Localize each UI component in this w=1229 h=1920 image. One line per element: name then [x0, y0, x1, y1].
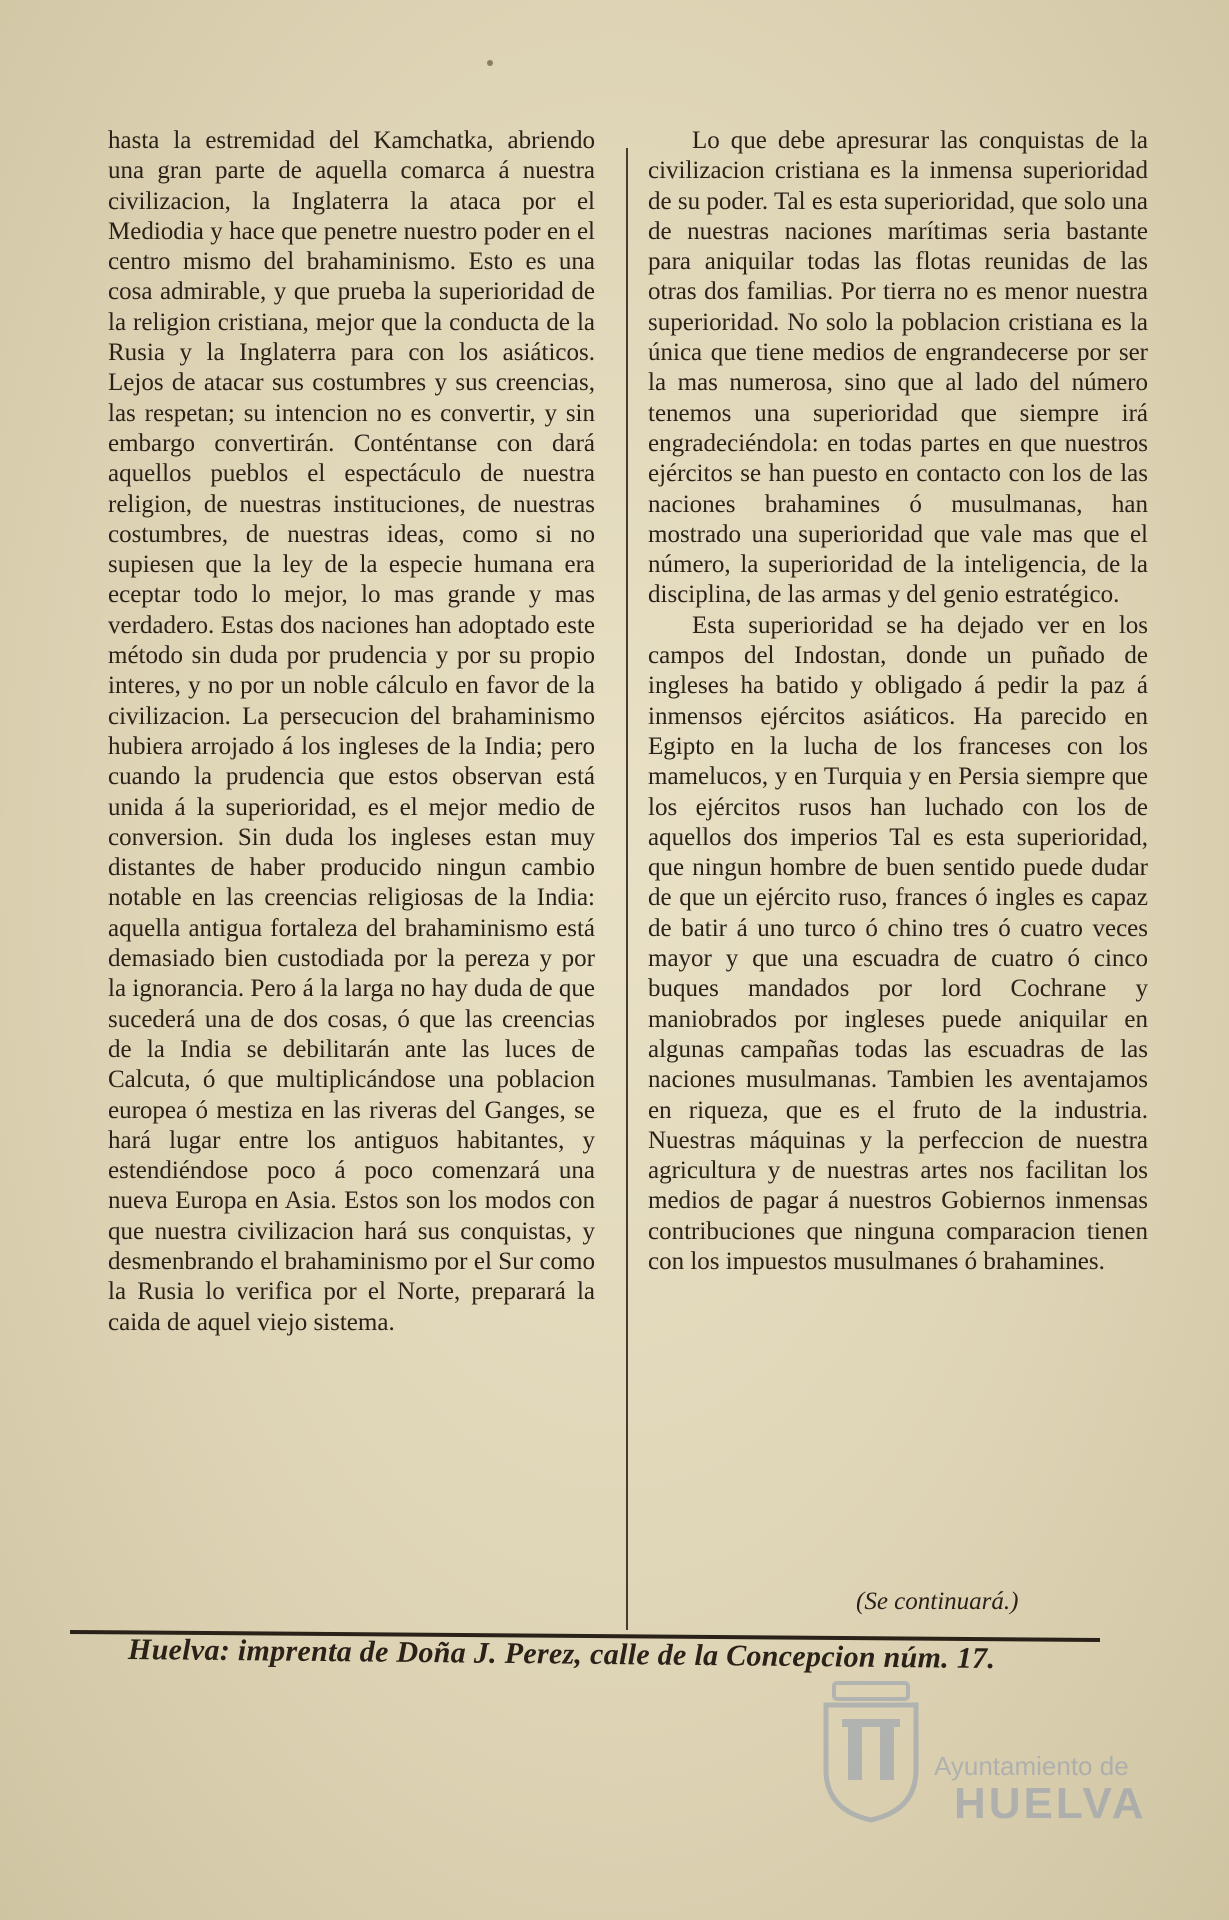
printer-imprint: Huelva: imprenta de Doña J. Perez, calle de la Concepcion núm. 17.: [127, 1632, 996, 1676]
print-speck: [487, 60, 493, 66]
coat-of-arms-icon: [816, 1675, 926, 1825]
right-paragraph-1: Lo que debe apresurar las conquistas de la civilizacion cristiana es la inmensa superioridad de su poder. Tal es esta superioridad, que solo una de nuestras naciones marítimas seria bastante para aniquilar todas las flotas reunidas de las otras dos familias. Por tierra no es menor nuestra superioridad. No solo la poblacion cristiana es la única que tiene medios de engrandecerse por ser la mas numerosa, sino que al lado del número tenemos una superioridad que siempre irá engradeciéndola: en todas partes en que nuestros ejércitos se han puesto en contacto con los de las naciones brahamines ó musulmanas, han mostrado una superioridad que vale mas que el número, la superioridad de la inteligencia, de la disciplina, de las armas y del genio estratégico.: [648, 127, 1148, 609]
archive-watermark: [816, 1675, 1186, 1895]
continuation-note: (Se continuará.): [856, 1588, 1019, 1615]
watermark-line-2: HUELVA: [954, 1779, 1147, 1828]
watermark-line-1: Ayuntamiento de: [934, 1751, 1129, 1781]
right-paragraph-2: Esta superioridad se ha dejado ver en los campos del Indostan, donde un puñado de ingleses ha batido y obligado á pedir la paz á inmensos ejércitos asiáticos. Ha parecido en Egipto en la lucha de los franceses con los mamelucos, y en Turquia y en Persia siempre que los ejércitos rusos han luchado con los de aquellos dos imperios Tal es esta superioridad, que ningun hombre de buen sentido puede dudar de que un ejército ruso, frances ó ingles es capaz de batir á uno turco ó chino tres ó cuatro veces mayor y que una escuadra de cuatro ó cinco buques mandados por lord Cochrane y maniobrados por ingleses puede aniquilar en algunas campañas todas las escuadras de las naciones musulmanas. Tambien les aventajamos en riqueza, que es el fruto de la industria. Nuestras máquinas y la perfeccion de nuestra agricultura y de nuestras artes nos facilitan los medios de pagar á nuestros Gobiernos inmensas contribuciones que ninguna comparacion tienen con los impuestos musulmanes ó brahamines.: [648, 611, 1148, 1275]
left-column: [108, 126, 595, 1338]
column-divider: [626, 148, 628, 1630]
left-column-text: hasta la estremidad del Kamchatka, abriendo una gran parte de aquella comarca á nuestra civilizacion, la Inglaterra la ataca por el Mediodia y hace que penetre nuestro poder en el centro mismo del brahaminismo. Esto es una cosa admirable, y que prueba la superioridad de la religion cristiana, mejor que la conducta de la Rusia y la Inglaterra para con los asiáticos. Lejos de atacar sus costumbres y sus creencias, las respetan; su intencion no es convertir, y sin embargo convertirán. Conténtanse con dará aquellos pueblos el espectáculo de nuestra religion, de nuestras instituciones, de nuestras costumbres, de nuestras ideas, como si no supiesen que la ley de la especie humana era eceptar todo lo mejor, lo mas grande y mas verdadero. Estas dos naciones han adoptado este método sin duda por prudencia y por su propio interes, y no por un noble cálculo en favor de la civilizacion. La persecucion del brahaminismo hubiera arrojado á los ingleses de la India; pero cuando la prudencia que estos observan está unida á la superioridad, es el mejor medio de conversion. Sin duda los ingleses estan muy distantes de haber producido ningun cambio notable en las creencias religiosas de la India: aquella antigua fortaleza del brahaminismo está demasiado bien custodiada por la pereza y por la ignorancia. Pero á la larga no hay duda de que sucederá una de dos cosas, ó que las creencias de la India se debilitarán ante las luces de Calcuta, ó que multiplicándose una poblacion europea ó mestiza en las riveras del Ganges, se hará lugar entre los antiguos habitantes, y estendiéndose poco á poco comenzará una nueva Europa en Asia. Estos son los modos con que nuestra civilizacion hará sus conquistas, y desmenbrando el brahaminismo por el Sur como la Rusia lo verifica por el Norte, preparará la caida de aquel viejo sistema.: [108, 127, 595, 1336]
right-column: [648, 126, 1148, 1277]
